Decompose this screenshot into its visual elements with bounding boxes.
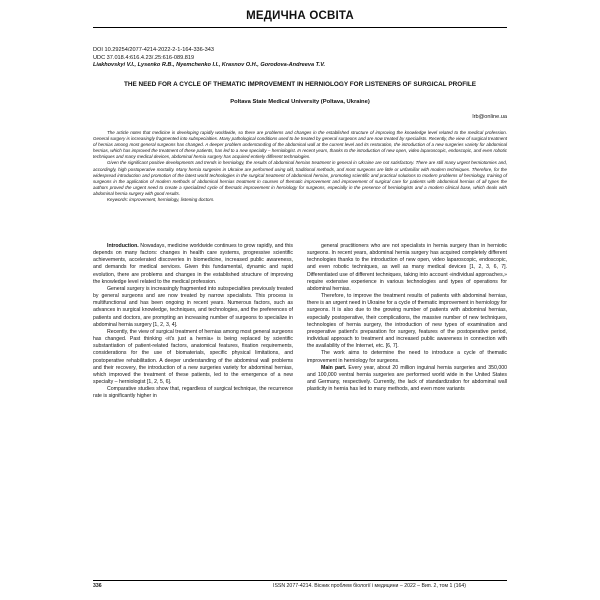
abstract [93,130,507,203]
journal-citation: ISSN 2077-4214. Вісник проблем біології і медицини – 2022 – Вип. 2, том 1 (164) [273,583,466,589]
section-lead: Main part. [321,364,347,371]
header-divider [93,27,507,28]
paragraph-text: General surgery is increasingly fragmented into subspecialties previously treated by general surgeons and are now treated by narrow specialists. This process is multifunctional and has been ongoing in recent years. Numerous factors, such as advances in surgical knowledge, techniques, and technologies, and the preferences of patients and doctors, are prompting an increasing number of surgeons to specialize in abdominal hernia surgery [1, 2, 3, 4]. [93,285,293,328]
affiliation: Poltava State Medical University (Poltava, Ukraine) [230,99,370,105]
right-column-paragraph [307,350,507,364]
paragraph-text: Comparative studies show that, regardless of surgical technique, the recurrence rate is significantly higher in [93,386,293,400]
page-header [0,0,600,40]
article-title: THE NEED FOR A CYCLE OF THEMATIC IMPROVEMENT IN HERNIOLOGY FOR LISTENERS OF SURGICAL PROFILE [123,81,477,88]
page-number: 336 [93,583,102,589]
section-title: МЕДИЧНА ОСВІТА [246,10,354,22]
left-column [93,243,293,400]
paragraph-text: general practitioners who are not specialists in hernia surgery than in herniotic surgeons. In recent years, abdominal hernia surgery has acquired completely different technologies thanks to the introduction of new open, video laparoscopic, endoscopic, and even robotic techniques, as well as many medical devices [1, 2, 3, 6, 7]. Differentiated use of different techniques, taking into account «individual approaches,» require extensive experience in various technologies and types of operations for abdominal hernias. [307,243,507,292]
paragraph-text: Every year, about 20 million inguinal hernia surgeries and 350,000 and 100,000 ventral hernia surgeries are performed world wide in the United States and Germany, respectively. Currently, the lack of standardization for abdominal wall plasticity in hernia has led to many methods, and even more variants [307,364,507,393]
left-column-paragraph [93,329,293,386]
left-column-paragraph [93,386,293,400]
right-column-paragraph [307,365,507,394]
keywords: Keywords: improvement, herniology, listening doctors. [107,197,215,203]
paragraph-text: The work aims to determine the need to introduce a cycle of thematic improvement in herniology for surgeons. [307,350,507,364]
article-meta [93,47,507,70]
section-lead: Introduction. [107,243,139,249]
body-columns [93,243,507,580]
left-column-paragraph [93,286,293,329]
right-column-paragraph [307,243,507,293]
page-footer [93,580,507,592]
footer-divider [93,580,507,581]
abstract-paragraph-1: The article notes that medicine is developing rapidly worldwide, so there are problems and changes in the established structure of improving the knowledge level related to the medical profession. General surgery is increasingly fragmented into subspecialties. Many pathological conditions used to be treated by general surgeons and are now treated by specialists. Recently, the view of surgical treatment of hernias among most general surgeons has changed. A deeper problem understanding of the abdominal wall at the current level and its restoration, the introduction of a new surgeries variety for abdominal hernias, which has improved the treatment of these patients, has led to a new specialty – herniologist. In recent years, thanks to the introduction of new open, video laparoscopic, endoscopic, and even robotic techniques and many medical devices, abdominal hernia surgery has acquired entirely different technologies. [93,130,507,160]
right-column [307,243,507,393]
abstract-paragraph-2: Given the significant positive developments and trends in herniology, the results of abdominal hernias treatment in general in Ukraine are not satisfactory. There are still many urgent herniotomies and, accordingly, high postoperative mortality. Many hernia surgeries in Ukraine are performed using old, traditional methods, and most surgeons are little or unfamiliar with modern techniques. Therefore, for the widespread introduction and promotion of the latest world technologies in the surgical treatment of abdominal hernias, promoting scientific and practical solutions to modern problems of herniology, training of surgeons in the application of modern methods of abdominal hernias treatment in courses of thematic improvement and improvement of surgical care for patients with abdominal hernias of all types the authors proved the urgent need to create a specialized cycle of thematic improvement in herniology for surgeons, especially in the presence of herniologists and a modern clinical base, which deals with abdominal hernia surgery with good results. [93,160,507,196]
contact-email: lrb@online.ua [472,114,507,120]
udc: UDC 37.018.4:616.4.23/.25:616-089.819 [93,54,195,61]
authors: Liakhovskyi V.I., Lysenko R.B., Nyemchenko I.I., Krasnov O.H., Gorodova-Andreeva T.V. [93,62,326,69]
paragraph-text: Nowadays, medicine worldwide continues to grow rapidly, and this depends on many factors: changes in health care systems, progressive scientific achievements, accelerated discoveries in biomedicine, increased public awareness, and demands for medical services. Given this fundamental, dynamic and rapid evolution, there are problems and changes in the established structure of improving the knowledge level related to the medical profession. [93,243,293,285]
doi: DOI 10.29254/2077-4214-2022-2-1-164-336-343 [93,47,214,53]
paragraph-text: Therefore, to improve the treatment results of patients with abdominal hernias, there is an urgent need in Ukraine for a cycle of thematic improvement in herniology for surgeons. It is also due to the growing number of patients with abdominal hernias, especially postoperative, their complications, the massive number of new techniques, technologies of hernia surgery, the introduction of new types of examination and preoperative patient's preparation for surgery, features of the postoperative period, individual approach to treatment and increased public awareness in connection with the availability of the Internet, etc. [6, 7]. [307,293,507,350]
paragraph-text: Recently, the view of surgical treatment of hernias among most general surgeons has changed. Past thinking «it's just a hernia» is being replaced by scientific substantiation of patient-related factors, anatomical features, fixation requirements, considerations for the use of biomaterials, specific physical limitations, and postoperative rehabilitation. A deeper understanding of the abdominal wall problems and their recovery, the introduction of a new surgeries variety for abdominal hernias, which improved the treatment of these patients, led to the emergence of a new specialty – herniologist [1, 2, 5, 6]. [93,328,293,385]
right-column-paragraph [307,293,507,350]
left-column-paragraph [93,243,293,286]
